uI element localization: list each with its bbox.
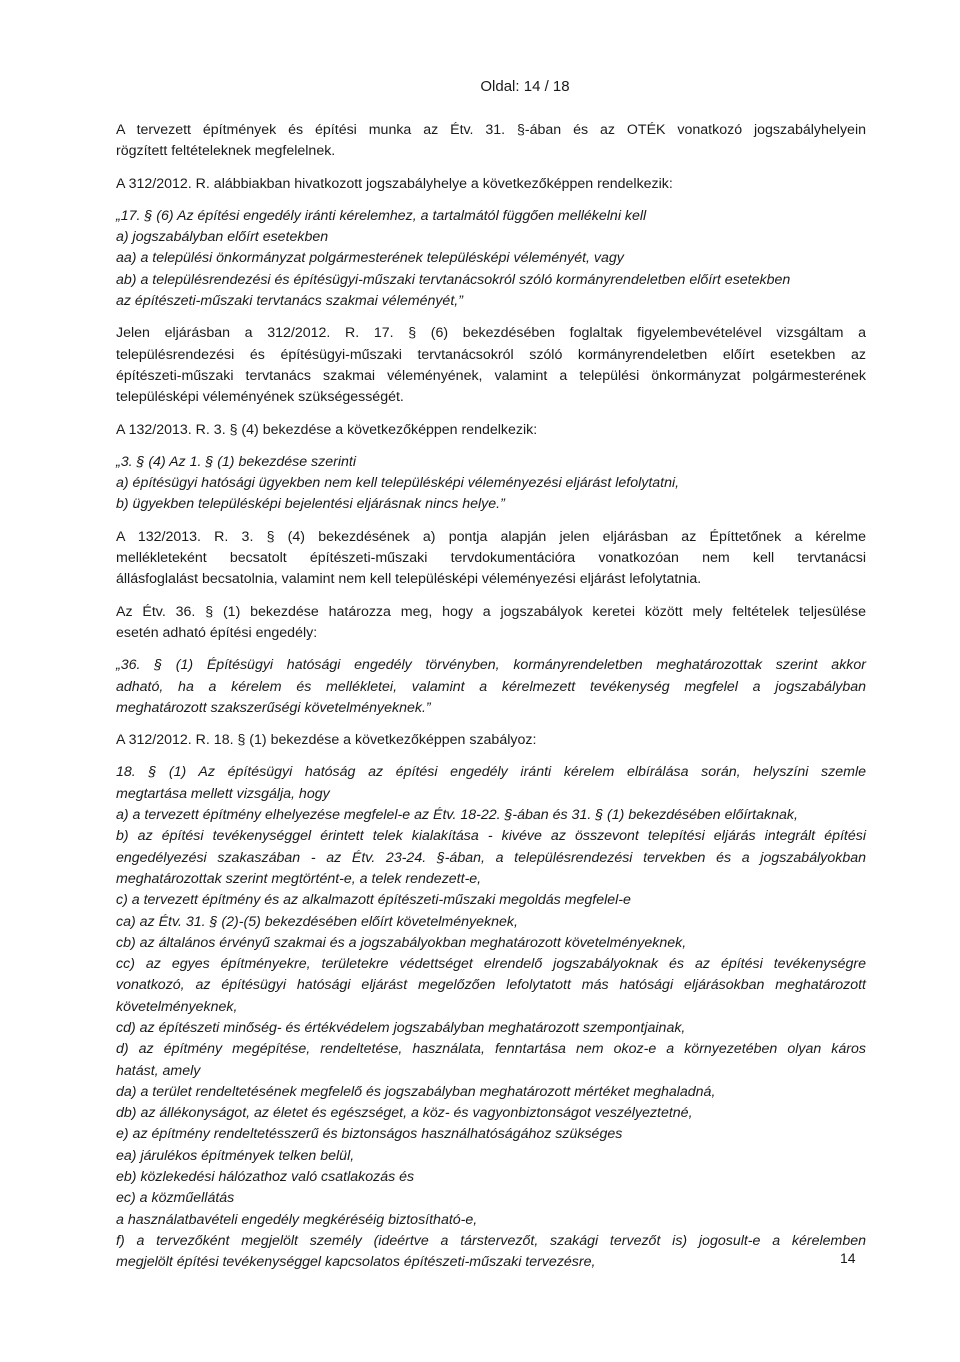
text-line: a) a tervezett építmény elhelyezése megfelel-e az Étv. 18-22. §-ában és 31. § (1) bekezdésében előírtaknak, bbox=[116, 807, 798, 824]
text-line: az építészeti-műszaki tervtanács szakmai véleményét,” bbox=[116, 293, 463, 310]
paragraph bbox=[116, 602, 866, 645]
text-line: b) ügyekben településképi bejelentési eljárásnak nincs helye.” bbox=[116, 496, 505, 513]
text-line: c) a tervezett építmény és az alkalmazott építészeti-műszaki megoldás megfelel-e bbox=[116, 892, 631, 909]
text-line: db) az állékonyságot, az életet és egészséget, a köz- és vagyonbiztonságot veszélyeztetné, bbox=[116, 1105, 693, 1122]
text-line: aa) a települési önkormányzat polgármesterének településképi véleményét, vagy bbox=[116, 250, 624, 267]
text-line: da) a terület rendeltetésének megfelelő és jogszabályban meghatározott mértéket meghaladná, bbox=[116, 1083, 716, 1100]
text-line: engedélyezési szakaszában - az Étv. 23-24. §-ában, a településrendezési tervekben és a jogszabályokban bbox=[116, 849, 866, 866]
text-line: Az Étv. 36. § (1) bekezdése határozza meg, hogy a jogszabályok keretei között mely feltételek teljesülése bbox=[116, 603, 866, 620]
text-line: eb) közlekedési hálózathoz való csatlakozás és bbox=[116, 1169, 415, 1186]
text-line: A 132/2013. R. 3. § (4) bekezdésének a) pontja alapján jelen eljárásban az Építtetőnek a kérelme bbox=[116, 528, 866, 545]
text-line: megjelölt építési tevékenységgel kapcsolatos építészeti-műszaki tervezésre, bbox=[116, 1254, 596, 1271]
text-line: meghatározottak szerint megtörtént-e, a telek rendezett-e, bbox=[116, 870, 482, 887]
document-body bbox=[116, 120, 866, 1285]
text-line: ca) az Étv. 31. § (2)-(5) bekezdésében előírt követelményeknek, bbox=[116, 913, 518, 930]
text-line: ea) járulékos építmények telken belül, bbox=[116, 1147, 355, 1164]
text-line: ab) a településrendezési és építésügyi-műszaki tervtanácsokról szóló kormányrendeletben előírt esetekben bbox=[116, 271, 791, 288]
text-line: településképi véleményének szükségességét. bbox=[116, 389, 404, 406]
text-line: cd) az építészeti minőség- és értékvédelem jogszabályban meghatározott szempontjainak, bbox=[116, 1019, 686, 1036]
text-line: esetén adható építési engedély: bbox=[116, 624, 318, 641]
paragraph bbox=[116, 527, 866, 591]
text-line: „3. § (4) Az 1. § (1) bekezdése szerinti bbox=[116, 453, 356, 470]
paragraph bbox=[116, 730, 866, 751]
paragraph bbox=[116, 420, 866, 441]
page-header bbox=[0, 78, 960, 95]
paragraph bbox=[116, 452, 866, 516]
text-line: b) az építési tevékenységgel érintett telek kialakítása - kivéve az összevont telepítési eljárás integrált építési bbox=[116, 828, 866, 845]
text-line: cc) az egyes építményekre, területekre védettséget elrendelő jogszabályoknak és az építési tevékenységre bbox=[116, 956, 866, 973]
text-line: követelményeknek, bbox=[116, 998, 238, 1015]
paragraph bbox=[116, 174, 866, 195]
paragraph bbox=[116, 762, 866, 1273]
text-line: A 132/2013. R. 3. § (4) bekezdése a következőképpen rendelkezik: bbox=[116, 421, 538, 438]
text-line: állásfoglalást becsatolnia, valamint nem kell településképi véleményezési eljárást lefolytatnia. bbox=[116, 571, 702, 588]
text-line: adható, ha a kérelem és mellékletei, valamint a kérelmezett tevékenység megfelel a jogszabályban bbox=[116, 678, 866, 695]
paragraph bbox=[116, 323, 866, 408]
page-indicator: Oldal: 14 / 18 bbox=[480, 78, 570, 95]
text-line: cb) az általános érvényű szakmai és a jogszabályokban meghatározott követelményeknek, bbox=[116, 934, 687, 951]
text-line: A 312/2012. R. alábbiakban hivatkozott jogszabályhelye a következőképpen rendelkezik: bbox=[116, 175, 673, 192]
text-line: d) az építmény megépítése, rendeltetése, használata, fenntartása nem okoz-e a környezetében olyan káros bbox=[116, 1041, 866, 1058]
paragraph bbox=[116, 206, 866, 312]
text-line: Jelen eljárásban a 312/2012. R. 17. § (6) bekezdésében foglaltak figyelembevételével vizsgáltam a bbox=[116, 325, 866, 342]
text-line: építészeti-műszaki tervtanács szakmai véleményének, valamint a települési önkormányzat polgármesterének bbox=[116, 367, 866, 384]
text-line: a használatbavételi engedély megkéréséig biztosítható-e, bbox=[116, 1211, 478, 1228]
text-line: 18. § (1) Az építésügyi hatóság az építési engedély iránti kérelem elbírálása során, helyszíni szemle bbox=[116, 764, 866, 781]
text-line: vonatkozó, az építésügyi hatósági eljárást megelőzően lefolytatott más hatósági eljárásokban meghatározott bbox=[116, 977, 866, 994]
page-number: 14 bbox=[840, 1250, 856, 1266]
text-line: meghatározott szakszerűségi követelményeknek.” bbox=[116, 699, 431, 716]
text-line: e) az építmény rendeltetésszerű és biztonságos használhatóságához szükséges bbox=[116, 1126, 623, 1143]
text-line: hatást, amely bbox=[116, 1062, 201, 1079]
text-line: megtartása mellett vizsgálja, hogy bbox=[116, 785, 330, 802]
text-line: „17. § (6) Az építési engedély iránti kérelemhez, a tartalmától függően mellékelni kell bbox=[116, 207, 647, 224]
text-line: mellékleteként becsatolt építészeti-műszaki tervdokumentációra vonatkozóan nem kell tervtanácsi bbox=[116, 550, 866, 567]
paragraph bbox=[116, 120, 866, 163]
text-line: A tervezett építmények és építési munka az Étv. 31. §-ában és az OTÉK vonatkozó jogszabályhelyein bbox=[116, 122, 866, 138]
paragraph bbox=[116, 655, 866, 719]
text-line: a) jogszabályban előírt esetekben bbox=[116, 229, 329, 246]
text-line: „36. § (1) Építésügyi hatósági engedély törvényben, kormányrendeletben meghatározottak szerint akkor bbox=[116, 657, 866, 674]
text-line: A 312/2012. R. 18. § (1) bekezdése a következőképpen szabályoz: bbox=[116, 732, 537, 749]
text-line: a) építésügyi hatósági ügyekben nem kell településképi véleményezési eljárást lefolytatni, bbox=[116, 475, 680, 492]
text-line: rögzített feltételeknek megfelelnek. bbox=[116, 143, 336, 160]
text-line: településrendezési és építésügyi-műszaki tervtanácsokról szóló kormányrendeletben előírt esetekben az bbox=[116, 346, 866, 363]
text-line: f) a tervezőként megjelölt személy (ideértve a társtervezőt, szakági tervezőt is) jogosult-e a kérelemben bbox=[116, 1232, 866, 1249]
text-line: ec) a közműellátás bbox=[116, 1190, 235, 1207]
